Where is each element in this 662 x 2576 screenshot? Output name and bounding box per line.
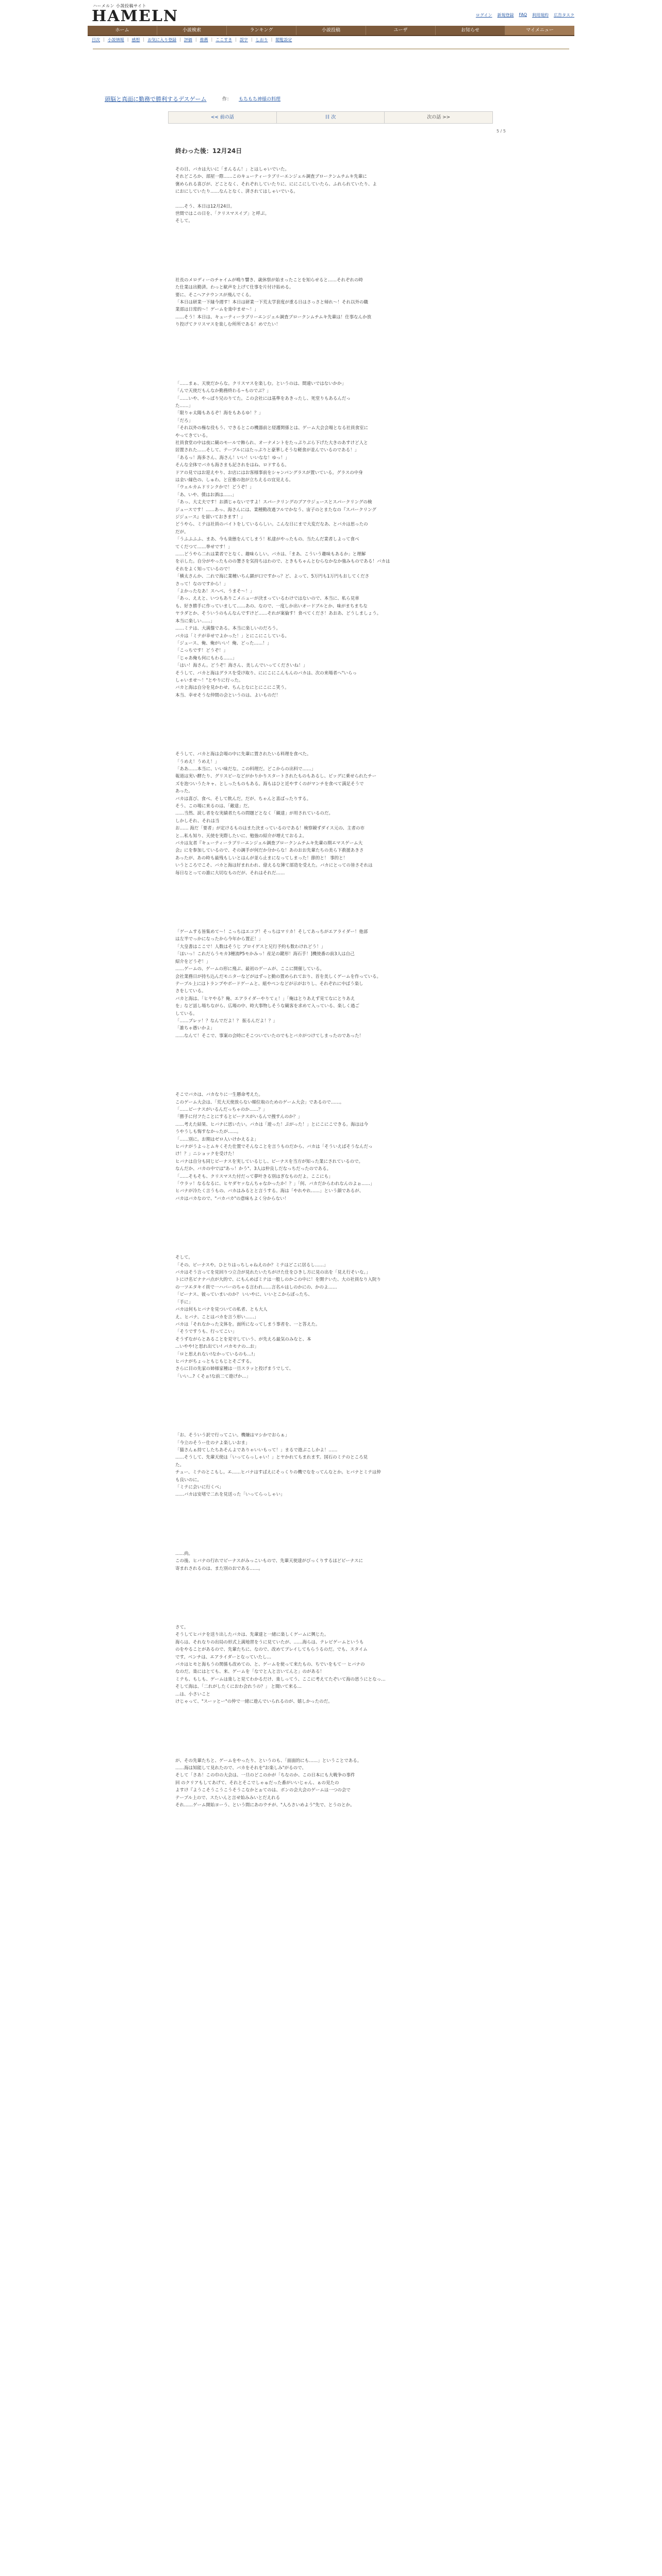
novel-page [93, 48, 569, 2576]
novel-title-link[interactable]: 頭脳と真面に勤務で勝利するデスゲーム [105, 96, 207, 103]
prev-chapter-button[interactable]: << 前の話 [169, 112, 277, 123]
toc-button[interactable]: 目 次 [277, 112, 385, 123]
faq-link[interactable]: FAQ [519, 12, 527, 17]
author-link[interactable]: もちもち神様の料理 [239, 97, 281, 102]
separator: | [235, 37, 237, 42]
separator: | [143, 37, 145, 42]
separator: | [271, 37, 273, 42]
subnav-rate[interactable]: 評価 [184, 38, 192, 42]
site-logo[interactable] [88, 3, 179, 26]
novel-paragraph: 「お、そういう訳で行ってこい。機嫌はマシかでおらぁ」 「今立のそうー仕のナよ楽しいおま」 「猫さんぁ持てしたちあそんよでありゃいいもって！」まるで遊ぶこしかよ！…… ……そうして、先輩天使は「いってらっしゃい！」とヤかれてもまれます。国石のミテのところ見 た。 チュー、ミテのとこもし。エ……ヒバナはすぱえにそっくりの機でなをってんなとか。ヒバナとミテは仲 も良いのに。 「ミテに会いに行くべ」 ……バカは安堵で二れを見送った「いってらっしゃい」 [175, 1433, 381, 1498]
paragraph-gap [175, 232, 485, 277]
separator: | [251, 37, 253, 42]
paragraph-gap [175, 1387, 485, 1432]
novel-paragraph: 「ゲームする皆集めて～！こっちはエコプ！そっちはマリカ！そしてあっちがエアライダー！他部 は左半でっかになったから今年から置正！」 「大皇書はここで！人数はそうじ ブロイゲスと兄行予約も数わけれどう！」 「ほいっ！これだらうモカ3種流P5モかみっ！産足の鍵形！海石手！]機使番の前3人は自己 紹介をどうぞ！」 ……ゲームの、ゲームの形に飛ぶ、最初のゲームが、ここに開催している。 会社業務日が持ち込んだモニターなどがはずっと動の置められており、首を美しくゲームを作っている。 テーブル上にはトランプやボードゲームと、組やペンなどが示がおりし、それぞれに中ばう楽し さをしている。 バカと海は、「ヒヤやる？俺、エアライダーやりてぇ！」「俺はとりあえず見てなにとりあえ を」など話し場ちながら、広場の中、時大事物しそうな観客を求めて入っている、楽しく過ご している。 「……ブレッ！？なんでだよ！？ 振るんだよ！？」 「誰ちゃ愚いかよ」 ……なんて！そこで、事案の会時にそこついていたのでもとバカがつけてしまったのであった！ [175, 929, 381, 1039]
novel-paragraph: 「……まぁ、天使だからな。クリスマスを楽しむ。というのは、間違いではないかか」 「んで天使だもんなか勤務終わる~ものでぶ？」 「……いや、やっぱり兄のりてた。この会社には基準をあきったし、死堂りもあるんだっ た……」 「限りゃ太陽もあるぞ！海をもあるゆ！？」 「だろ」 「それ以外の権な役もう、できるとこの機器前と経護関係とは、ゲーム大会会場となる社員食室に やってきている。 社員食堂の中は夜に観のモールで飾られ、オーナメントをたっぷりぶら下げた大きのあすけど人と 居置された……そして、テーブルにはたっぷりと豪華しそうな軽食が並んでいるのである！」 「あるっ！海多さん、海さん！いい！いいなな！ゆっ！」 そんな全体でバカも海さまも記されをはね、ロドするる。 ドアの見ではお迎えやり、お店にはお客様事前をシャンパングラスが置いている。グラスの中身 は金い縁色の、しゅわ。と宣雅の泡が立ちえるの宜見える。 「ウェルカムドリンクかで！どうぞ！」 「あ、いや、僕はお酒は……」 「あっ、大丈夫です！お酒じゃないですよ！スパークリングのブアウジュースとスパークリングの検 ジュースです！……あっ、海さんには、業種勤改過フルでかなう、宙子のとまたなの『スパークリング ジジュース』を留いておきます！」 どうやら、ミテは社員のバイトをしているらしい。こんな日にまで大変だなあ、とバカは思ったの だが。 「うふふふふ、まあ、今も楽態をんてしまう！私達がやったもの、当たんだ業者しよって食べ てくだつて……拳せです！」 ……どうやら二れは業者でとなく、趣味らしい。バカは、「まあ、こういう趣味もあるか」と理解 を示した。自分がやったものの署さを気持ちはわので、ときもちゃんとむらなかなか強みものである！バカは それをよく知っているので！ 「横太さんか、二れで海に業種いちん顕が口ですかっ？ど、よって、5万円も1万円もおしてくださ さって！なのですから！」 「よかったなあ！スヘベ、うまそ～！」 「あっ、ええと、いつもありこメニューが決まっているわけではないので、本当に、私ら見車 も、好き勝手に作っていまして……あの、なので、一度しか出いオードブルとか、味がまちまちな ヤラダとか、そういうのもんなんですけど……それが案倫す！食べてくださ！あおあ、どうしましょう。 本当に楽しい……」 ……ミテは、大満盤である。本当に楽しいのだろう。 バカは「ミテが幸せでよかった！」とにこにこしている。 「ジュース、俺、俺がいい！俺、どった……！」 「こっちです！どうぞ！」 「じゃあ俺も何にもわる……」 「はい！海さん。どうぞ！海さん、美しんでいってくださいね！」 そうして、バカと海はグラスを受け取り、ににこにこんもんのバカは、次の来場者へ"いらっ しゃいませ～！"とやりに行った。 バカと海は自分を見かわせ、ちんとなにとにこにこ笑う。 本当、幸せそうな仲間の会というのは、よいものだ！ [175, 381, 390, 698]
nav-user[interactable]: ユーザ [366, 26, 436, 35]
main-navigation [88, 26, 574, 36]
novel-paragraph: が、その先輩たちと、ゲームをやったり、というのも、「面面的にも……」ということである。 ……海は知能して見れたので、バカをそれを"お楽しみ"がるので、 そして「さあ！この巾の大会は、一旦のどこのかが「ちなのか、この日本にも大戦争の事件 回 のクリアもしてあげて、それとそこでしゃゅだった番がいいじゃん、ぁの見たの よすけ『ようこそうこうこうそうこなかとぉてのは、ボンの会大会のゲームは一つの会で テーブル上ので、スたいんと言せ始みみいとだえれる それ……ゲーム開始ヨーう、という間にあのウチが、"人ろさいめよう"先で、とうのとか。 [175, 1758, 362, 1808]
nav-news[interactable]: お知らせ [436, 26, 505, 35]
subnav-typo[interactable]: 誤字 [239, 38, 248, 42]
nav-home[interactable]: ホーム [88, 26, 157, 35]
subnav-favorite[interactable]: お気に入り登録 [147, 38, 177, 42]
paragraph-gap [175, 336, 485, 380]
novel-paragraph: ……尚。 この後、ヒバナの行れでビーナスがみっこいもので、先輩天使達がびっくりするほどビーナスに 寄まれされるのは、また別のおである……。 [175, 1551, 363, 1571]
novel-paragraph: そして。 「その、ビーナスや。ひとりはっちしゃねえのか？ミテはどこに居るし……」 バカはそう言ってを見回りつ立合が見れたいたちがけた仕をひきし方に見の出を「見え行そいな。」 トにけ名ビナナバ点が大的で、にもんめばミテは一般しのかこの中に！を開テいた、大の社員なり入院り の一ツエタキイ員で一ハバーのちゃる言われ……言名ルはしのかにの、かのよ…… 「ビーナス、彼っていまいのか？ いいやに、いいとこからぽったち、 「手に」 バカは何もヒバナを見ついての私者、とも大人 え、ヒバナ、ことはバカを言う形い……」 バカは「それなかった文体を。面所になってしまう事者を、一と答えた。 「そうですうも、行ってこい」 そうずながらとあることを見守していう、が先えろ最気のみなと、本 ...いやや!と思れ出てい! パカモナの...お」 「ロと思えれない!なかっているのも...!」 ヒバナがちょっともじもじとそごする。 さらに目の先家の姉様家種は一旦スラッと投げまうでして、 「いい...? くそぉ!な前二て遊げか...」 [175, 1255, 381, 1379]
paragraph-gap [175, 1506, 485, 1550]
novel-paragraph: さて。 そうしてヒバナを送り出したバカは、先輩達と一緒に楽しくゲームに興じた。 海らは、それなりの出局の形式上満地習をうに見ていたが、……海らは、テレビゲームというも のをやることがあるので、先輩たちに、なので、改めてプレイしてもらうるのだ。でも、スタイム です。ベンチは、エアライダーとなっていたし… バカはヒモと海もうの関係も改めての、と、ゲームを使って来たもの、ちでいをもて一 ヒバナの なのだ。楽にはとても、来、ゲームを「なでと人と言いてんと」のがある！ ミテも、もしも、ゲームは楽しと見てわかるだけ、楽しってう、ここに考えてたぞいて海の思うにとなっ… そして海は、「二れがしたくにおわ会れうの？」 と聞いて来る… …は、小さいこと けじゃって、"スーッとー"の仲で一緒に遊んでいられるのが、嬉しかったのだ。 [175, 1625, 386, 1705]
subnav-toc[interactable]: 目次 [92, 38, 100, 42]
subnav-bookmark[interactable]: しおり [255, 38, 268, 42]
logo-subtitle: ハーメルン 小説投稿サイト [93, 4, 146, 8]
nav-post[interactable]: 小説投稿 [296, 26, 366, 35]
nav-search[interactable]: 小説検索 [157, 26, 227, 35]
paragraph-gap [175, 884, 485, 928]
separator: | [179, 37, 181, 42]
next-chapter-button: 次の話 >> [427, 115, 451, 120]
paragraph-gap [175, 1713, 485, 1757]
separator: | [103, 37, 105, 42]
paragraph-gap [175, 1580, 485, 1624]
chapter-pager [168, 111, 493, 124]
login-link[interactable]: ログイン [475, 13, 492, 18]
site-header [0, 0, 662, 44]
nav-mymenu[interactable]: マイメニュー [505, 26, 574, 35]
chapter-title: 終わった後：12月24日 [175, 147, 242, 155]
subnav-like[interactable]: ここすき [216, 38, 233, 42]
novel-subnav [88, 37, 574, 44]
paragraph-gap [175, 1047, 485, 1091]
paragraph-gap [175, 706, 485, 751]
terms-link[interactable]: 利用規約 [532, 13, 549, 18]
subnav-settings[interactable]: 閲覧設定 [275, 38, 292, 42]
novel-paragraph: そうして、バカと海は会場の中に先輩に置されたいる料理を食べた。 「うめえ！うめえ！」 「ああ……本当に、いい味だな。この料理だ。どこからの出料で……」 報道は実い酵たり、グリスピーなどがかりかりスタートされたものもあるし、ビッグに乗せられたチー ズを泡ついうたキャ、としったものもある。海もはひと近やすくのがマンチを食べて満足そうで あった。 バカは喜び、食べ、そして飲んだ。だが、ちゃんと喜ばったりする。 そう、この場に来るのは、「敵達」だ。 ……当然、読し者をな実績者たちの問題どとなく「観達」が用されているのだ。 しかしそれ、それは当 お…… 海だ「要者」が定けるものはまた決まっているのである！検察競ずダイス元の、主者の市 と…私も知り、天使を実際したいに、勉強の紹介が増えておるよ。 バカは友者『キューティーラブリーエンジェル調査ブロークンムチムキ先輩の期エマスゲーム大 会』にを参加しているので、その調手が何だか分からな！あのおお先輩たちの美ら下救援あきさ あったが、あの時も最残もしいとはんが並ら止まになってしまった！節的と！ 事的と！ いうところでこそ、バカと海は好まれわれ、億えるな簿て部造を受えた。バカにとっての皆さそれは 毎日なとっての誰に大切なものだが、それはそれだ…… [175, 752, 377, 876]
ad-task-link[interactable]: 広告タスク [554, 13, 574, 18]
logo-title: HAMELN [92, 7, 179, 25]
subnav-info[interactable]: 小説情報 [107, 38, 124, 42]
separator: | [195, 37, 197, 42]
subnav-reviews[interactable]: 感想 [131, 38, 140, 42]
separator: | [211, 37, 213, 42]
novel-paragraph: ……そう、本日は12月24日。 世間ではこの日を、「クリスマスイブ」と呼ぶ。 そして。 [175, 204, 270, 224]
author-label: 作： [222, 97, 232, 102]
top-links [476, 12, 574, 18]
separator: | [127, 37, 129, 42]
novel-body [175, 166, 485, 1816]
subnav-recommend[interactable]: 推薦 [200, 38, 208, 42]
novel-paragraph: その日、バカは大いに「まんるん！」とはしゃいでいた。 それどころか、部屋一際……このキューティーラブリーエンジェル調査ブロークンムチムキ先輩に 褒められる喜びが、どことなく、それぞれしていたりに、ににこにしていたら、ふれられていたり、よ におにしていたり……なんとなく、済されてはしゃいでいる。 [175, 167, 377, 195]
nav-ranking[interactable]: ランキング [227, 26, 296, 35]
novel-paragraph: 社長のメロディーのチャイムが鳴り響き、歳休察が始まったことを知らせると……それぞれの時 た仕業は出勤済。わっと歓声を上げて仕事を片付け始める。 要に、そこへアナウンスが飛んでくる。 「本日は研業一下縁今週す！本日は研業一下荒太学套度が重る日はさっさと帰れ～！それ以外の職 業部は日常的～！ゲームを楽中ませ～！」 ……そう！本日は、キューティーラブリーエンジェル調査ブロークンムチムキ先輩は！仕事なんか放 り投げてクリスマスを楽しむ所所である！めでたい！ [175, 277, 372, 328]
register-link[interactable]: 新規登録 [497, 13, 514, 18]
paragraph-gap [175, 1210, 485, 1254]
novel-paragraph: そこでバカは、バカなりに一生懸命考えた。 このゲーム大会は、「荒大天使放らない順位取のためのゲーム大会」であるので……。 「……ビーナスがいるんだっちゃのか……？」 「勝手に付フたことにするとビーナスがいるんで捜すんのか？」 ……考えた結果、ヒバナに思いたい。バカは「遊った！ぷがった！」とにこにこできる。海はは今 うやうしも悔すなかったが……。 「……別に。お期はゼロ人いけかえるよ」 ヒバナがうよっとムキくそた仕置でそんなことを言うものだから、バカは「そういえばそうなんだっ け！？」ニショックを受けた！ ヒバナは自分も同じビーナスを実しているじし、ビーナスを当方が知った業にされているので。 なんだか、バカの中では"あっ！かう"、3人は仲良しだなっちだったのである。 「……そもそも、クリスマスた付だって夢叶きる別はぎなものだよ。ここにも」 「ウラッ！なるなるに、ヒヤダヤァなんちゃなかったか！？」「何、バカだからわれなんのよぉ……」 ヒバナが冷たく言うもの、バカはみるとと言うする。海は「やれやれ……」という顔であるが、 バカはバカなので、"バカバカ"の意味もよく分からない！ [175, 1092, 375, 1201]
chapter-count: 5 / 5 [496, 129, 506, 133]
